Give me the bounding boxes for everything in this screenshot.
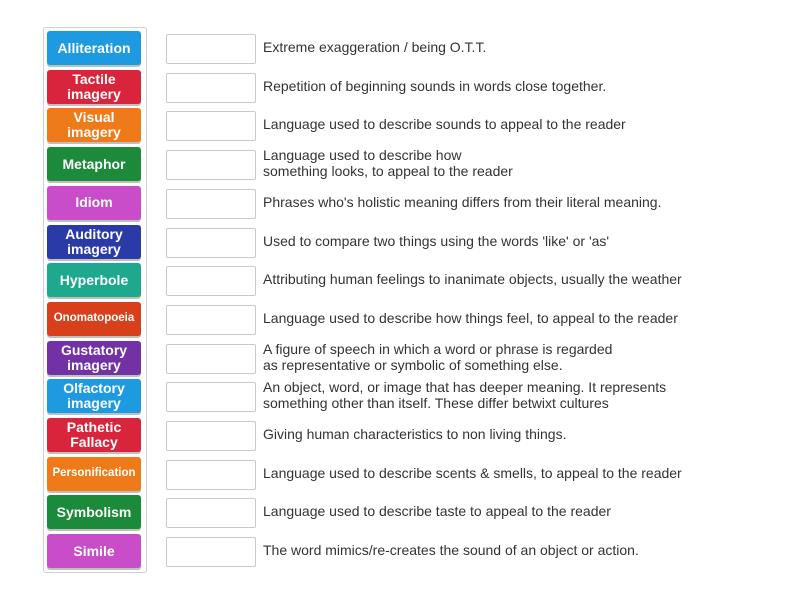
term-tile-label: Olfactory imagery xyxy=(63,380,125,412)
term-tile-hyperbole[interactable] xyxy=(47,263,141,297)
term-tile-label: Alliteration xyxy=(57,39,131,56)
definition-line: A figure of speech in which a word or phrase is regarded xyxy=(263,340,613,357)
term-tile-olfactory-imagery[interactable] xyxy=(47,379,141,413)
definition-text xyxy=(263,455,783,491)
definition-text xyxy=(263,261,783,297)
term-tile-alliteration[interactable] xyxy=(47,31,141,65)
definition-text xyxy=(263,145,783,181)
answer-drop-slot[interactable] xyxy=(166,305,256,335)
term-tile-label: Pathetic Fallacy xyxy=(66,419,122,450)
definition-line: Language used to describe scents & smells, to appeal to the reader xyxy=(263,464,682,481)
definition-text xyxy=(263,29,783,65)
term-tile-label: Metaphor xyxy=(62,155,126,172)
term-tile-tactile-imagery[interactable] xyxy=(47,70,141,104)
answer-drop-slot[interactable] xyxy=(166,498,256,528)
definition-line: Language used to describe taste to appeal to the reader xyxy=(263,503,611,520)
definition-line: The word mimics/re-creates the sound of an object or action. xyxy=(263,542,639,559)
answer-drop-slot[interactable] xyxy=(166,537,256,567)
answer-drop-slot[interactable] xyxy=(166,189,256,219)
term-tile-idiom[interactable] xyxy=(47,186,141,220)
definition-line: Used to compare two things using the words 'like' or 'as' xyxy=(263,232,610,249)
definition-line: Giving human characteristics to non living things. xyxy=(263,426,567,442)
definition-text xyxy=(263,300,783,336)
definition-text xyxy=(263,68,783,104)
definition-line: as representative or symbolic of something else. xyxy=(263,356,563,373)
term-tile-auditory-imagery[interactable] xyxy=(47,225,141,259)
answer-drop-slot[interactable] xyxy=(166,228,256,258)
definition-line: something looks, to appeal to the reader xyxy=(263,163,513,180)
term-tile-personification[interactable] xyxy=(47,457,141,491)
definition-text xyxy=(263,377,783,413)
definition-line: Language used to describe how xyxy=(263,147,462,164)
definition-line: Extreme exaggeration / being O.T.T. xyxy=(263,39,487,55)
term-tile-symbolism[interactable] xyxy=(47,495,141,529)
term-tile-gustatory-imagery[interactable] xyxy=(47,341,141,375)
definition-text xyxy=(263,416,783,452)
term-tile-metaphor[interactable] xyxy=(47,147,141,181)
definition-text xyxy=(263,184,783,220)
answer-drop-slot[interactable] xyxy=(166,34,256,64)
term-tile-onomatopoeia[interactable] xyxy=(47,302,141,336)
term-tile-visual-imagery[interactable] xyxy=(47,108,141,142)
answer-drop-slot[interactable] xyxy=(166,382,256,412)
definition-line: Attributing human feelings to inanimate objects, usually the weather xyxy=(263,271,682,288)
answer-drop-slot[interactable] xyxy=(166,150,256,180)
answer-drop-slot[interactable] xyxy=(166,111,256,141)
definition-line: Language used to describe how things feel, to appeal to the reader xyxy=(263,309,678,326)
definition-line: Phrases who's holistic meaning differs from their literal meaning. xyxy=(263,193,662,210)
definition-text xyxy=(263,493,783,529)
term-tile-pathetic-fallacy[interactable] xyxy=(47,418,141,452)
definition-text xyxy=(263,223,783,259)
answer-drop-slot[interactable] xyxy=(166,344,256,374)
term-tile-label: Auditory imagery xyxy=(65,225,123,257)
answer-drop-slot[interactable] xyxy=(166,421,256,451)
answer-drop-slot[interactable] xyxy=(166,73,256,103)
term-tile-label: Idiom xyxy=(75,194,113,211)
term-tile-label: Simile xyxy=(73,542,115,559)
term-tile-label: Hyperbole xyxy=(59,271,129,288)
term-tile-label: Gustatory imagery xyxy=(60,341,128,373)
term-tile-label: Symbolism xyxy=(56,503,132,520)
definition-line: Language used to describe sounds to appeal to the reader xyxy=(263,116,626,133)
term-tile-label: Tactile imagery xyxy=(67,70,121,102)
term-tile-simile[interactable] xyxy=(47,534,141,568)
definition-text xyxy=(263,106,783,142)
definition-text xyxy=(263,339,783,375)
term-tile-label: Visual imagery xyxy=(67,109,121,141)
definition-line: something other than itself. These differ betwixt cultures xyxy=(263,395,609,412)
term-tile-label: Onomatopoeia xyxy=(53,312,135,325)
term-tile-label: Personification xyxy=(52,467,136,480)
definition-text xyxy=(263,532,783,568)
answer-drop-slot[interactable] xyxy=(166,460,256,490)
definition-line: An object, word, or image that has deeper meaning. It represents xyxy=(263,379,667,396)
definition-line: Repetition of beginning sounds in words close together. xyxy=(263,77,607,94)
answer-drop-slot[interactable] xyxy=(166,266,256,296)
